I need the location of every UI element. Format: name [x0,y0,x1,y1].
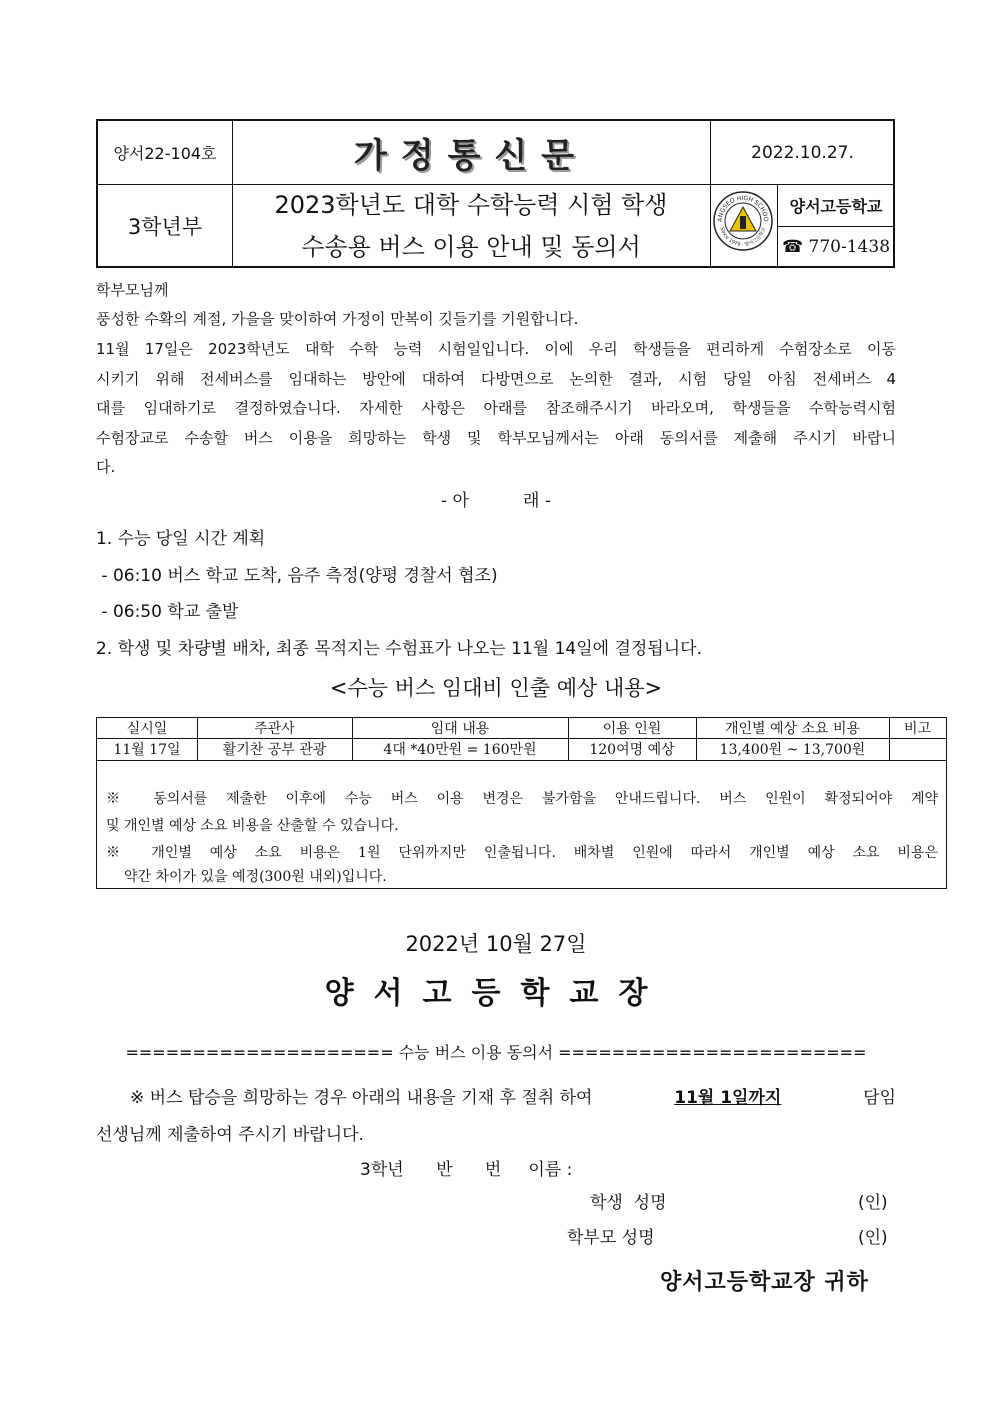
greeting: 학부모님께 [96,281,169,299]
table-cell: 활기찬 공부 관광 [222,742,327,758]
school-phone: ☎ 770-1438 [781,237,891,257]
table-cell [889,738,946,760]
cost-table [96,717,947,889]
school-name: 양서고등학교 [789,196,883,216]
emblem-text-top: ANGSEO HIGH SCHOO [716,194,770,222]
doc-date: 2022.10.27. [751,142,854,163]
paragraph-2-line: 시키기 위해 전세버스를 임대하는 방안에 대하여 다방면으로 논의한 결과, 시험 당일 아침 전세버스 4 [96,370,896,388]
parent-sign-label: 학부모 성명 [567,1228,655,1248]
table-title: <수능 버스 임대비 인출 예상 내용> [329,676,663,700]
table-header: 주관사 [254,721,295,737]
divider [97,760,946,761]
consent-title: ==================== 수능 버스 이용 동의서 ======================= [125,1043,867,1062]
table-cell: 13,400원 ~ 13,700원 [719,742,866,758]
department: 3학년부 [127,215,203,239]
consent-instruction-text: ※ 버스 탑승을 희망하는 경우 아래의 내용을 기재 후 절취 하여 [130,1088,593,1108]
table-note-line: ※ 동의서를 제출한 이후에 수능 버스 이용 변경은 불가함을 안내드립니다. 버스 인원이 확정되어야 계약 [106,791,938,807]
table-note-line: 및 개인별 예상 소요 비용을 산출할 수 있습니다. [106,818,399,834]
addressee: 양서고등학교장 귀하 [660,1270,869,1295]
table-cell: 11월 17일 [113,742,181,758]
table-header: 실시일 [126,721,168,737]
emblem-text-bottom: Since 1979 · 양서고등학교 [718,226,768,249]
consent-instruction-2: 선생님께 제출하여 주시기 바랍니다. [96,1125,364,1145]
issue-date: 2022년 10월 27일 [405,932,587,956]
table-header: 비고 [903,721,932,737]
table-cell: 120여명 예상 [589,742,675,758]
subtitle-line-1: 2023학년도 대학 수학능력 시험 학생 [274,191,668,219]
subtitle-line-2: 수송용 버스 이용 안내 및 동의서 [301,233,641,261]
table-header: 개인별 예상 소요 비용 [724,721,861,737]
doc-title: 가정통신문 [353,136,589,176]
doc-number: 양서22-104호 [113,144,217,163]
item-1b: - 06:50 학교 출발 [96,602,239,622]
consent-instruction-end: 담임 [863,1088,896,1108]
class-name-line: 3학년 반 번 이름 : [360,1160,573,1180]
paragraph-2-line: 수험장교로 수송할 버스 이용을 희망하는 학생 및 학부모님께서는 아래 동의서를 제출해 주시기 바랍니 [96,429,896,447]
item-1a: - 06:10 버스 학교 도착, 음주 측정(양평 경찰서 협조) [96,566,498,586]
paragraph-2-line: 대를 임대하기로 결정하였습니다. 자세한 사항은 아래를 참조해주시기 바라오며, 학생들을 수학능력시험 [96,399,896,417]
subtitle [232,184,710,268]
below-heading: - 아 래 - [441,491,551,511]
paragraph-2-line: 11월 17일은 2023학년도 대학 수학 능력 시험일입니다. 이에 우리 학생들을 편리하게 수험장소로 이동 [96,340,896,358]
consent-instruction [96,1083,896,1108]
school-emblem-icon [712,190,774,252]
item-2: 2. 학생 및 차량별 배차, 최종 목적지는 수험표가 나오는 11월 14일에 결정됩니다. [96,639,702,659]
student-seal-mark: (인) [858,1193,888,1213]
table-header: 임대 내용 [430,721,490,737]
paragraph-1: 풍성한 수확의 계절, 가을을 맞이하여 가정이 만복이 깃들기를 기원합니다. [96,310,579,328]
consent-deadline: 11월 1일까지 [674,1088,782,1108]
header-box [96,119,895,268]
principal-name: 양서고등학교장 [324,976,668,1011]
paragraph-2-line: 다. [96,458,116,476]
table-cell: 4대 *40만원 = 160만원 [383,742,537,758]
table-note-line: ※ 개인별 예상 소요 비용은 1원 단위까지만 인출됩니다. 배차별 인원에 따라서 개인별 예상 소요 비용은 [106,845,938,861]
table-header: 이용 인원 [602,721,662,737]
parent-seal-mark: (인) [858,1228,888,1248]
table-note-line: 약간 차이가 있을 예정(300원 내외)입니다. [124,869,387,885]
item-1: 1. 수능 당일 시간 계획 [96,529,266,549]
student-sign-label: 학생 성명 [590,1193,667,1213]
